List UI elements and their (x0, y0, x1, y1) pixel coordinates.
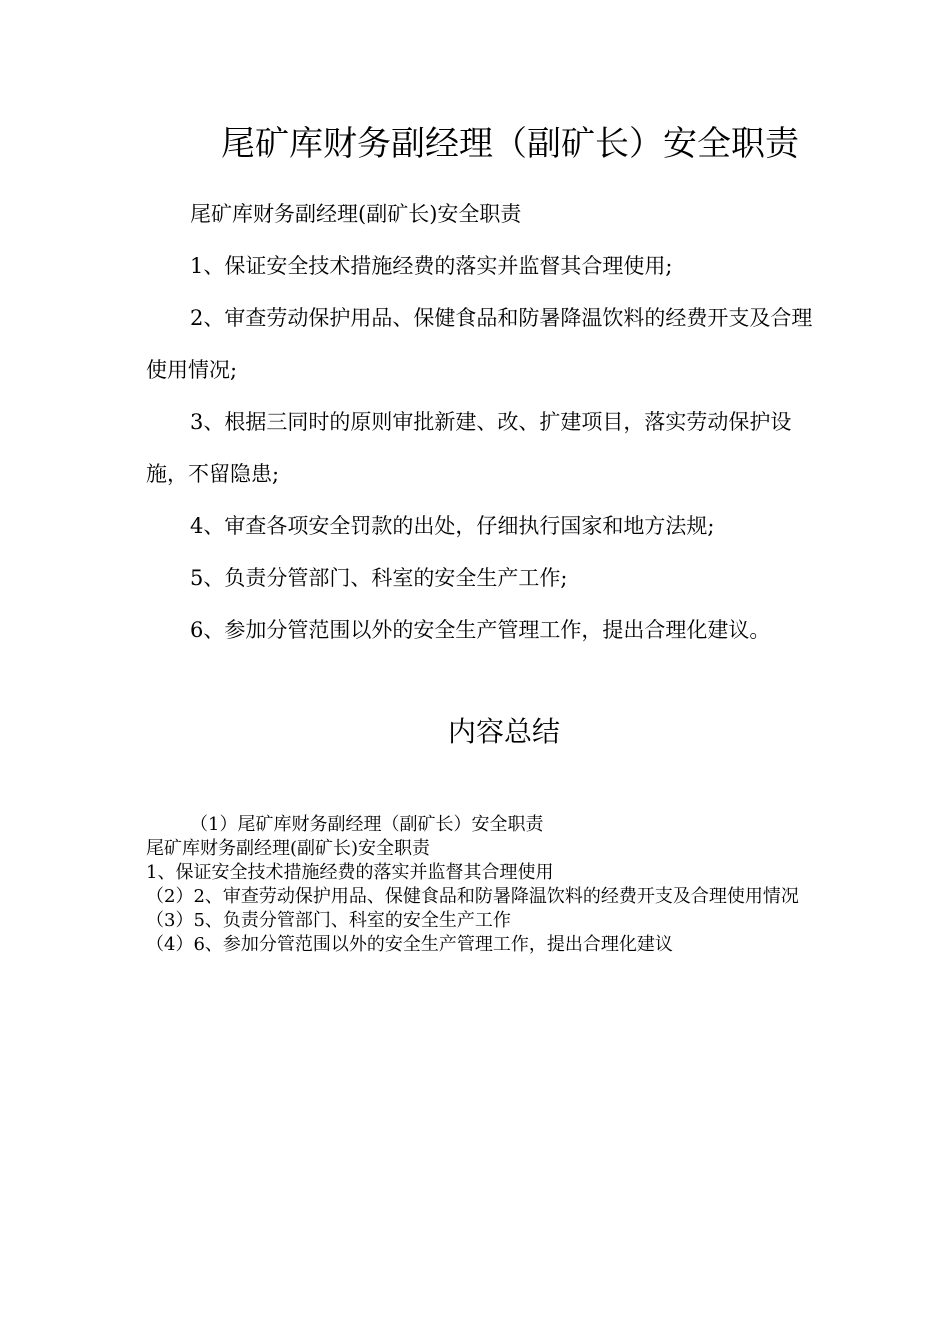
summary-title: 内容总结 (447, 715, 560, 748)
body-paragraph: 尾矿库财务副经理(副矿长)安全职责 (190, 202, 522, 226)
summary-line: （1）尾矿库财务副经理（副矿长）安全职责 (190, 814, 544, 835)
document-body (146, 188, 818, 656)
body-paragraph: 6、参加分管范围以外的安全生产管理工作，提出合理化建议。 (190, 618, 771, 642)
summary-line: 尾矿库财务副经理(副矿长)安全职责 (146, 838, 431, 859)
body-paragraph: 4、审查各项安全罚款的出处，仔细执行国家和地方法规; (190, 514, 715, 538)
summary-section (146, 813, 806, 957)
summary-line: （3）5、负责分管部门、科室的安全生产工作 (146, 910, 511, 931)
summary-line: （2）2、审查劳动保护用品、保健食品和防暑降温饮料的经费开支及合理使用情况 (146, 886, 799, 907)
document-title: 尾矿库财务副经理（副矿长）安全职责 (221, 124, 799, 164)
body-paragraph: 1、保证安全技术措施经费的落实并监督其合理使用; (190, 254, 673, 278)
summary-line: 1、保证安全技术措施经费的落实并监督其合理使用 (146, 862, 554, 883)
body-paragraph: 3、根据三同时的原则审批新建、改、扩建项目，落实劳动保护设施，不留隐患; (146, 410, 792, 486)
summary-line: （4）6、参加分管范围以外的安全生产管理工作，提出合理化建议 (146, 934, 673, 955)
body-paragraph: 2、审查劳动保护用品、保健食品和防暑降温饮料的经费开支及合理使用情况; (146, 306, 813, 382)
body-paragraph: 5、负责分管部门、科室的安全生产工作; (190, 566, 568, 590)
